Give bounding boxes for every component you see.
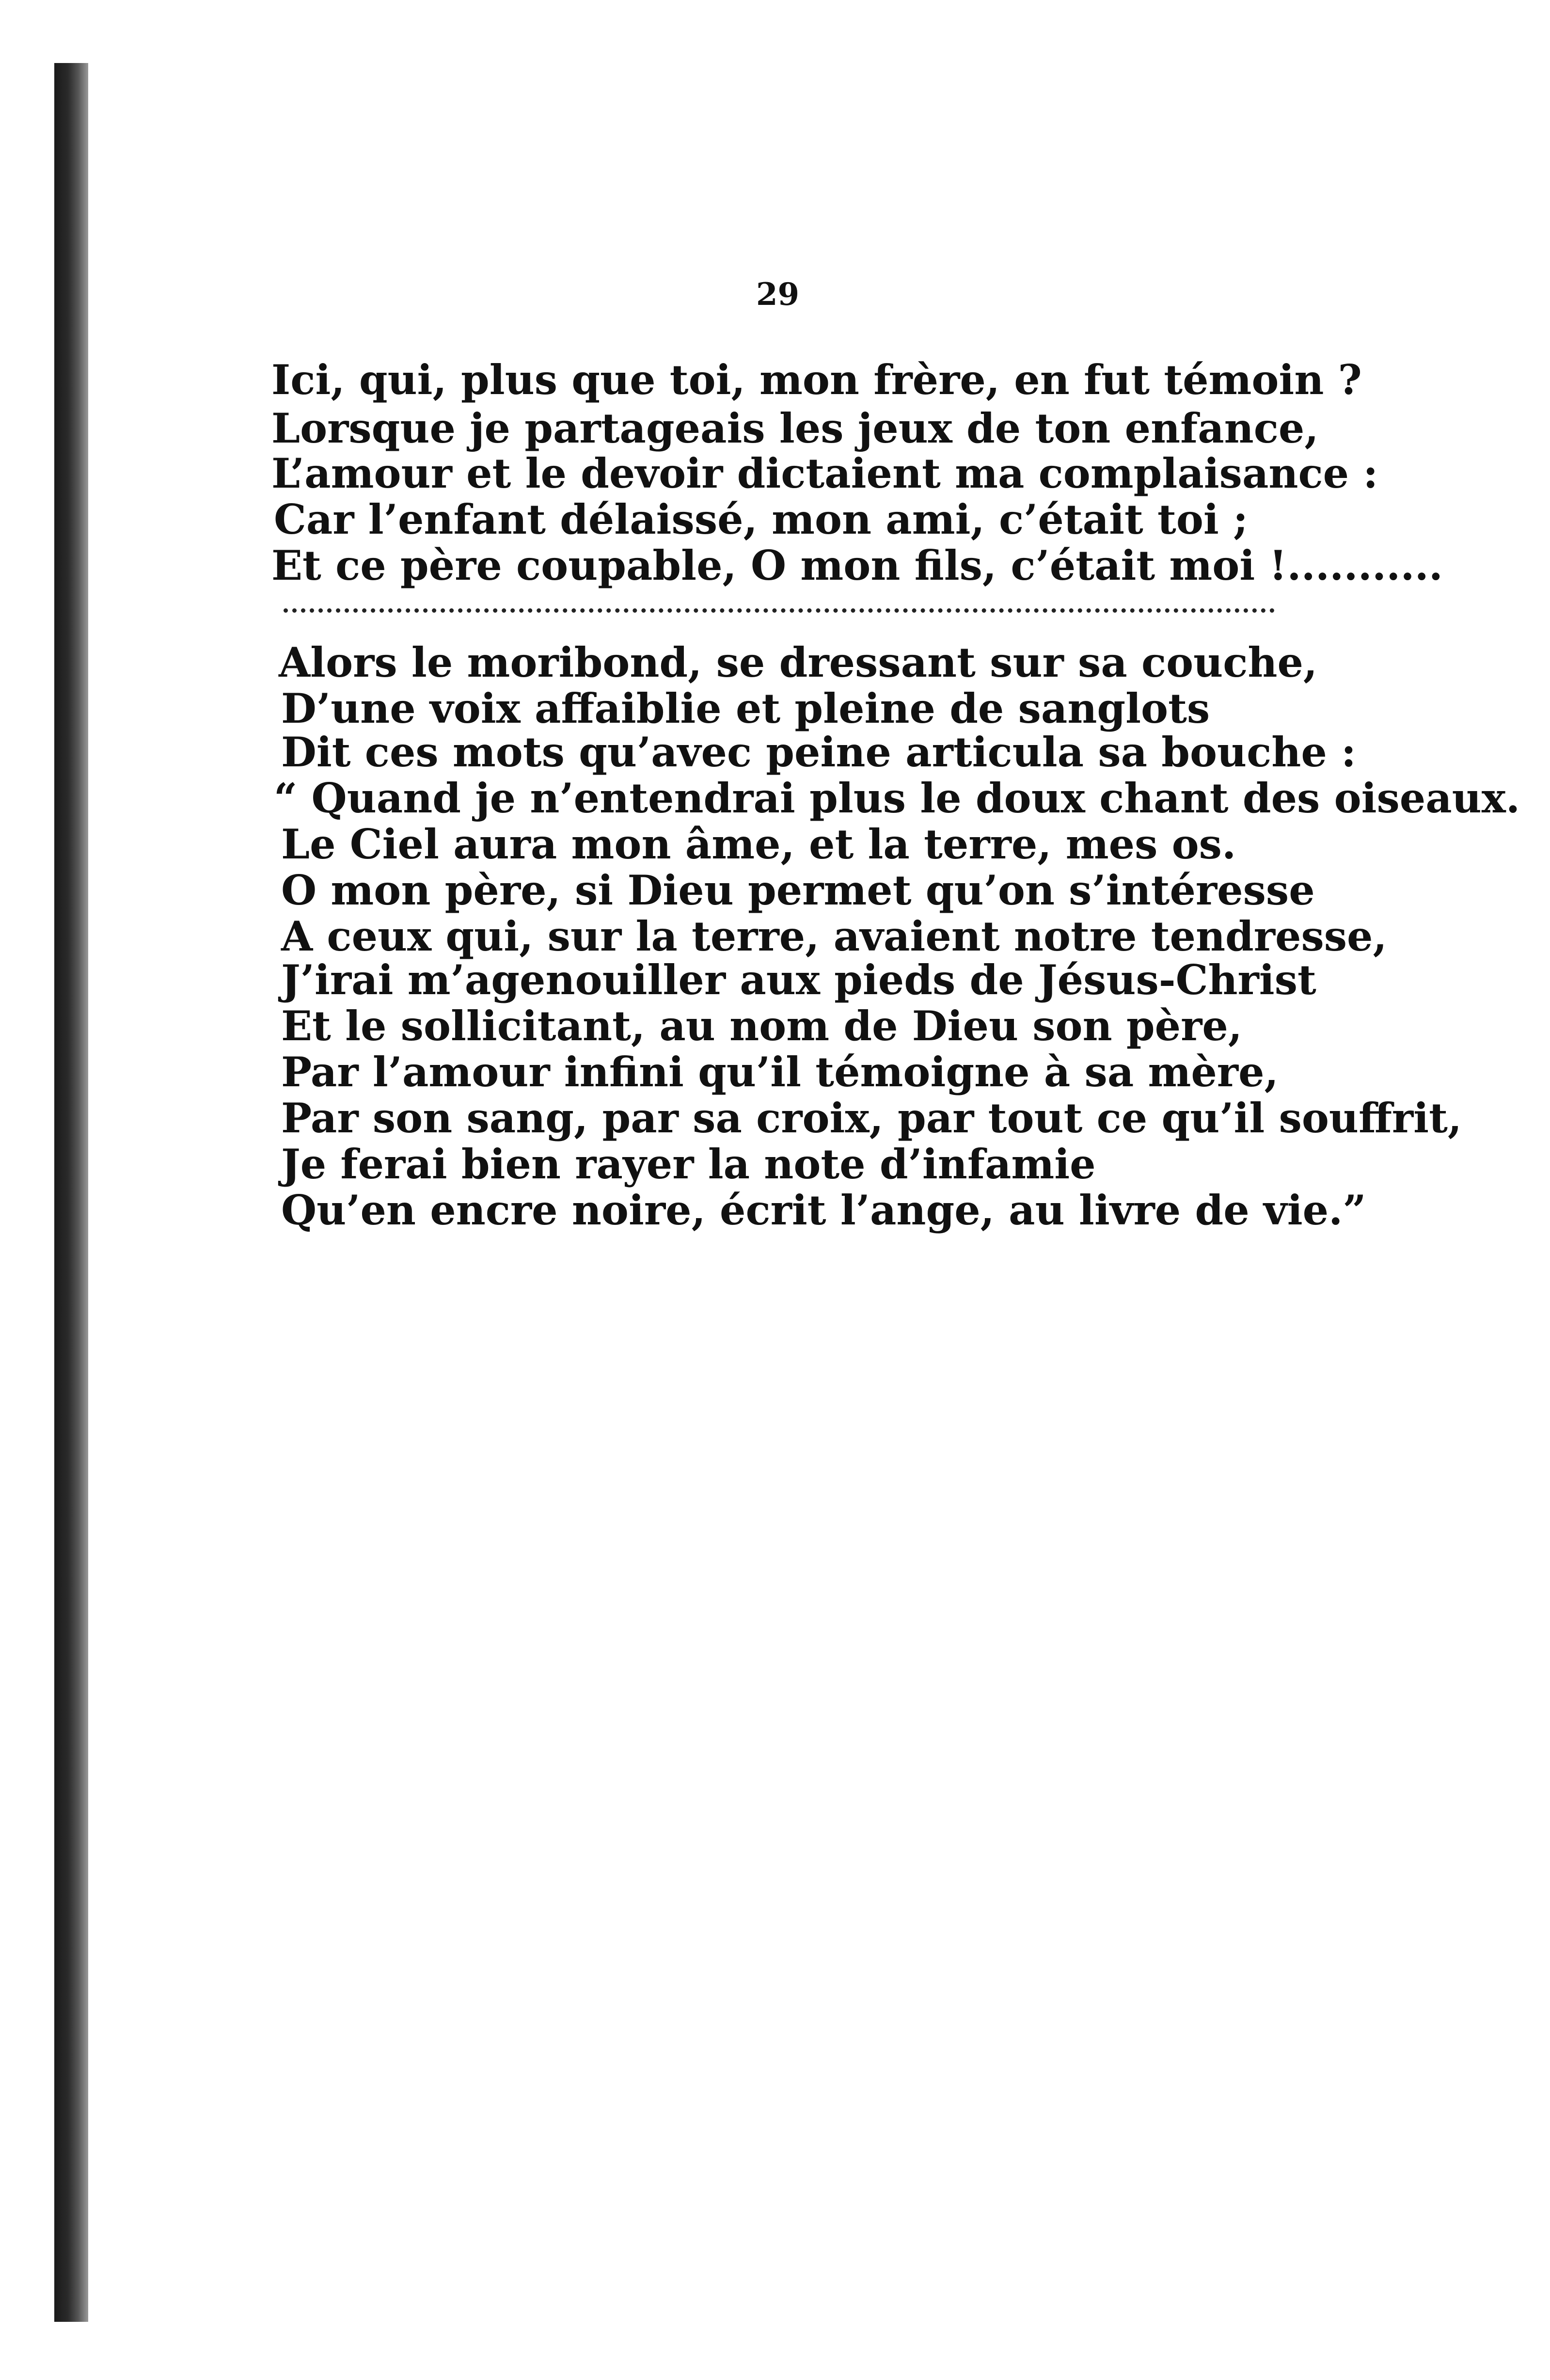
verse-line: J’irai m’agenouiller aux pieds de Jésus-Christ [281, 956, 1316, 1004]
verse-line: Lorsque je partageais les jeux de ton enfance, [271, 404, 1319, 452]
verse-line: D’une voix affaiblie et pleine de sanglots [281, 684, 1210, 732]
verse-line: Dit ces mots qu’avec peine articula sa bouche : [281, 728, 1357, 776]
ellipsis-separator [284, 608, 1275, 613]
verse-line: Et ce père coupable, O mon fils, c’était moi !........... [271, 541, 1443, 589]
verse-line: L’amour et le devoir dictaient ma complaisance : [271, 449, 1378, 497]
verse-line: Le Ciel aura mon âme, et la terre, mes os. [281, 820, 1236, 868]
page-binding-shadow [54, 63, 88, 2322]
verse-line: Par son sang, par sa croix, par tout ce qu’il souffrit, [281, 1094, 1462, 1142]
verse-line: Car l’enfant délaissé, mon ami, c’était toi ; [274, 495, 1249, 543]
verse-line: O mon père, si Dieu permet qu’on s’intéresse [281, 866, 1315, 914]
verse-line: “ Quand je n’entendrai plus le doux chant des oiseaux. [274, 774, 1520, 822]
page-number: 29 [756, 276, 800, 313]
verse-line: Ici, qui, plus que toi, mon frère, en fut témoin ? [271, 356, 1362, 404]
verse-line: Et le sollicitant, au nom de Dieu son père, [281, 1002, 1243, 1050]
verse-line: Qu’en encre noire, écrit l’ange, au livre de vie.” [281, 1186, 1366, 1234]
verse-line: A ceux qui, sur la terre, avaient notre tendresse, [281, 912, 1387, 960]
verse-line: Alors le moribond, se dressant sur sa couche, [279, 638, 1318, 686]
verse-line: Par l’amour infini qu’il témoigne à sa mère, [281, 1048, 1279, 1096]
verse-line: Je ferai bien rayer la note d’infamie [281, 1140, 1096, 1188]
